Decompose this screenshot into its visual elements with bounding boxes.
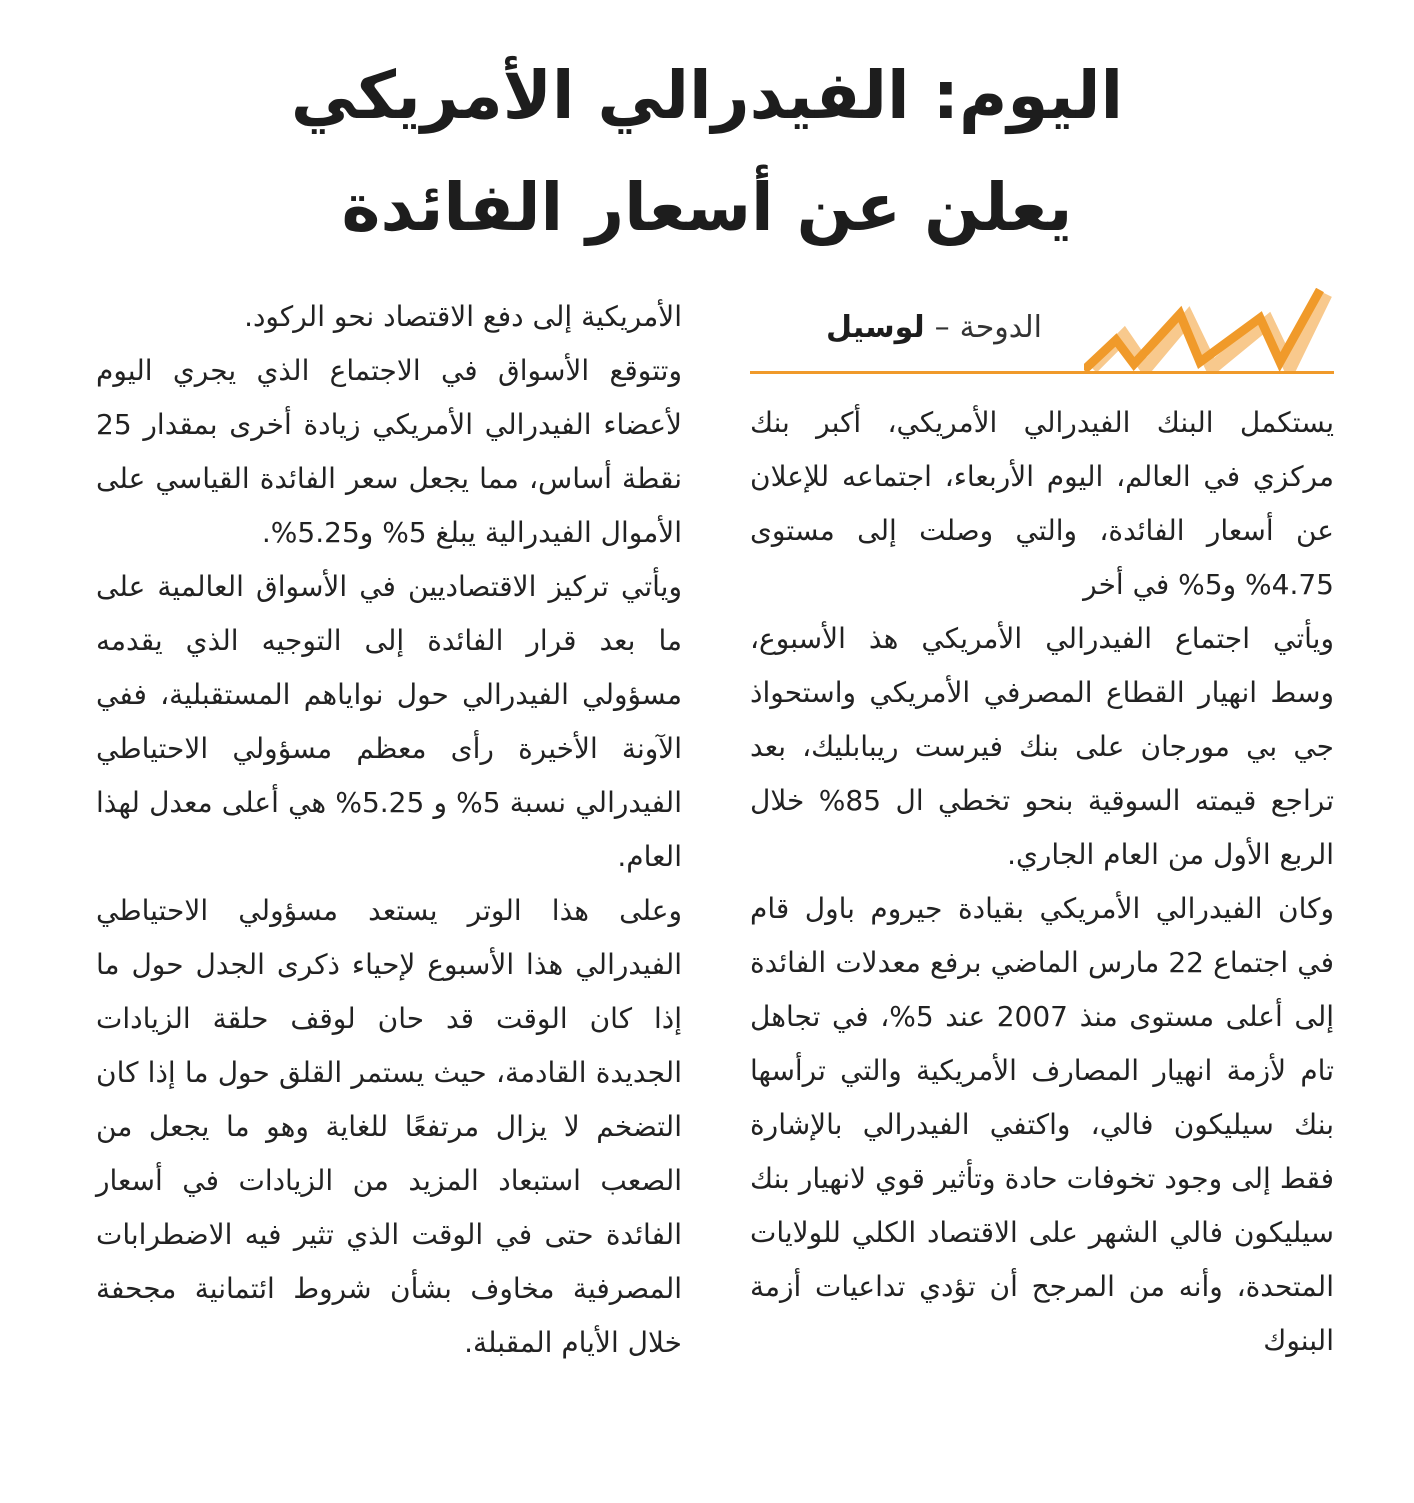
article-column-left: [96, 290, 682, 1370]
article-column-right: [750, 396, 1334, 1368]
byline-divider: [750, 371, 1334, 374]
paragraph: الأمريكية إلى دفع الاقتصاد نحو الركود.: [244, 300, 682, 333]
paragraph: ويأتي تركيز الاقتصاديين في الأسواق العالمية على ما بعد قرار الفائدة إلى التوجيه الذي يقدمه مسؤولي الفيدرالي حول نواياهم المستقبلية، ففي الآونة الأخيرة رأى معظم مسؤولي الاحتياطي الفيدرالي نسبة 5% و 5.25% هي أعلى معدل لهذا العام.: [96, 570, 682, 873]
article-headline: [150, 40, 1264, 264]
paragraph: ويأتي اجتماع الفيدرالي الأمريكي هذ الأسبوع، وسط انهيار القطاع المصرفي الأمريكي واستحواذ جي بي مورجان على بنك فيرست ريبابليك، بعد تراجع قيمته السوقية بنحو تخطي ال 85% خلال الربع الأول من العام الجاري.: [750, 622, 1335, 871]
byline-block: [750, 288, 1334, 376]
paragraph: وتتوقع الأسواق في الاجتماع الذي يجري اليوم لأعضاء الفيدرالي الأمريكي زيادة أخرى بمقدار 25 نقطة أساس، مما يجعل سعر الفائدة القياسي على الأموال الفيدرالية يبلغ 5% و5.25%.: [96, 354, 682, 549]
paragraph: وكان الفيدرالي الأمريكي بقيادة جيروم باول قام في اجتماع 22 مارس الماضي برفع معدلات الفائدة إلى أعلى مستوى منذ 2007 عند 5%، في تجاهل تام لأزمة انهيار المصارف الأمريكية والتي ترأسها بنك سيليكون فالي، واكتفي الفيدرالي بالإشارة فقط إلى وجود تخوفات حادة وتأثير قوي لانهيار بنك سيليكون فالي الشهر على الاقتصاد الكلي للولايات المتحدة، وأنه من المرجح أن تؤدي تداعيات أزمة البنوك: [750, 892, 1334, 1357]
paragraph: يستكمل البنك الفيدرالي الأمريكي، أكبر بنك مركزي في العالم، اليوم الأربعاء، اجتماعه للإعلان عن أسعار الفائدة، والتي وصلت إلى مستوى 4.75% و5% في أخر: [750, 406, 1334, 601]
byline-brand: لوسيل: [826, 310, 925, 345]
byline: [826, 310, 1042, 345]
byline-city: الدوحة: [959, 310, 1042, 345]
zigzag-logo-icon: [1084, 288, 1334, 374]
headline-line-2: يعلن عن أسعار الفائدة: [341, 169, 1073, 246]
headline-line-1: اليوم: الفيدرالي الأمريكي: [290, 57, 1124, 134]
byline-separator: –: [934, 310, 950, 345]
paragraph: وعلى هذا الوتر يستعد مسؤولي الاحتياطي الفيدرالي هذا الأسبوع لإحياء ذكرى الجدل حول ما إذا كان الوقت قد حان لوقف حلقة الزيادات الجديدة القادمة، حيث يستمر القلق حول ما إذا كان التضخم لا يزال مرتفعًا للغاية وهو ما يجعل من الصعب استبعاد المزيد من الزيادات في أسعار الفائدة حتى في الوقت الذي تثير فيه الاضطرابات المصرفية مخاوف بشأن شروط ائتمانية مجحفة خلال الأيام المقبلة.: [96, 894, 682, 1359]
